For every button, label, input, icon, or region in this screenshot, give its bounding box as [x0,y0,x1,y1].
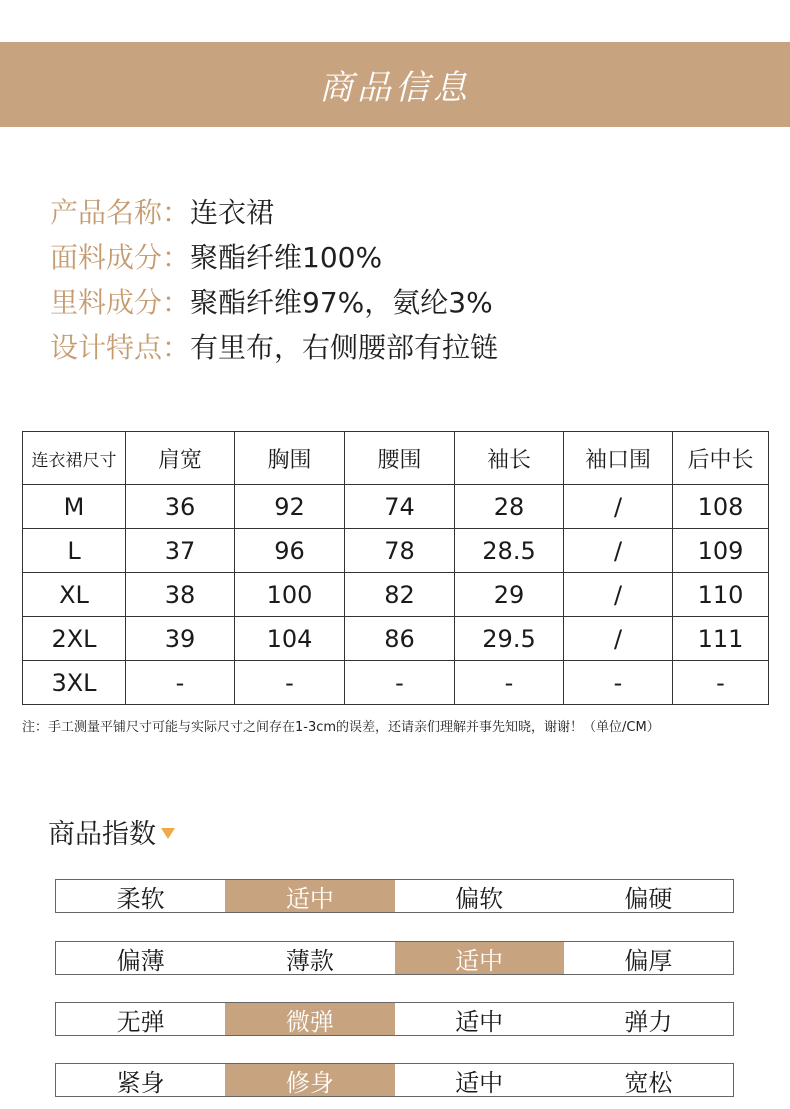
table-cell: 29.5 [455,617,564,661]
table-cell: 28 [455,485,564,529]
size-table [22,431,769,705]
table-row [23,573,769,617]
info-row-design [50,323,498,368]
product-index-title [48,812,175,851]
table-cell: 109 [673,529,769,573]
table-cell: 100 [235,573,345,617]
table-cell: / [564,485,673,529]
scale-option-selected: 适中 [225,880,394,912]
info-label: 设计特点： [50,330,191,364]
size-table-header [23,432,769,485]
table-cell: - [345,661,455,705]
scale-option-selected: 适中 [395,942,564,974]
table-cell: 37 [126,529,235,573]
index-title-text: 商品指数 [48,819,156,850]
product-info [50,188,498,368]
scale-option: 薄款 [285,946,334,975]
table-cell: 2XL [23,617,126,661]
table-cell: 104 [235,617,345,661]
scale-option: 偏薄 [116,946,165,975]
table-cell: 3XL [23,661,126,705]
table-cell: - [235,661,345,705]
info-value: 连衣裙 [190,195,275,229]
table-cell: L [23,529,126,573]
fit-scale [55,1063,734,1097]
table-cell: XL [23,573,126,617]
table-cell: 28.5 [455,529,564,573]
scale-option-selected: 修身 [225,1064,394,1096]
table-row [23,485,769,529]
header-cell: 肩宽 [126,432,235,485]
info-value: 聚酯纤维100% [190,240,383,274]
info-value: 聚酯纤维97%，氨纶3% [190,285,493,319]
header-cell: 袖长 [455,432,564,485]
info-row-lining [50,278,498,323]
table-cell: 110 [673,573,769,617]
scale-option: 偏硬 [624,884,673,913]
table-cell: M [23,485,126,529]
scale-option: 宽松 [624,1068,673,1097]
banner-title: 商品信息 [319,68,471,108]
header-cell: 连衣裙尺寸 [23,432,126,485]
scale-option: 弹力 [624,1007,673,1036]
table-cell: 29 [455,573,564,617]
table-cell: / [564,617,673,661]
table-cell: 111 [673,617,769,661]
measurement-note: 注：手工测量平铺尺寸可能与实际尺寸之间存在1-3cm的误差，还请亲们理解并事先知晓，谢谢！（单位/CM） [22,720,660,735]
table-cell: / [564,573,673,617]
header-cell: 后中长 [673,432,769,485]
table-cell: 86 [345,617,455,661]
thickness-scale [55,941,734,975]
table-cell: 82 [345,573,455,617]
scale-option-selected: 微弹 [225,1003,394,1035]
table-cell: 78 [345,529,455,573]
title-banner [0,42,790,127]
table-cell: 92 [235,485,345,529]
header-cell: 腰围 [345,432,455,485]
table-cell: - [564,661,673,705]
table-row [23,529,769,573]
table-cell: 39 [126,617,235,661]
triangle-down-icon [161,828,175,839]
table-cell: 38 [126,573,235,617]
softness-scale [55,879,734,913]
info-label: 产品名称： [50,195,191,229]
scale-option: 紧身 [116,1068,165,1097]
scale-option: 适中 [455,1007,504,1036]
info-label: 里料成分： [50,285,191,319]
info-value: 有里布，右侧腰部有拉链 [190,330,499,364]
table-row [23,661,769,705]
table-cell: - [126,661,235,705]
table-cell: 74 [345,485,455,529]
table-row [23,617,769,661]
table-cell: - [455,661,564,705]
info-row-fabric [50,233,498,278]
scale-option: 适中 [455,1068,504,1097]
table-cell: 96 [235,529,345,573]
scale-option: 无弹 [116,1007,165,1036]
info-row-name [50,188,498,233]
table-cell: / [564,529,673,573]
header-cell: 胸围 [235,432,345,485]
scale-option: 柔软 [116,884,165,913]
table-cell: - [673,661,769,705]
scale-option: 偏厚 [624,946,673,975]
table-cell: 36 [126,485,235,529]
info-label: 面料成分： [50,240,191,274]
scale-option: 偏软 [455,884,504,913]
table-cell: 108 [673,485,769,529]
elasticity-scale [55,1002,734,1036]
header-cell: 袖口围 [564,432,673,485]
